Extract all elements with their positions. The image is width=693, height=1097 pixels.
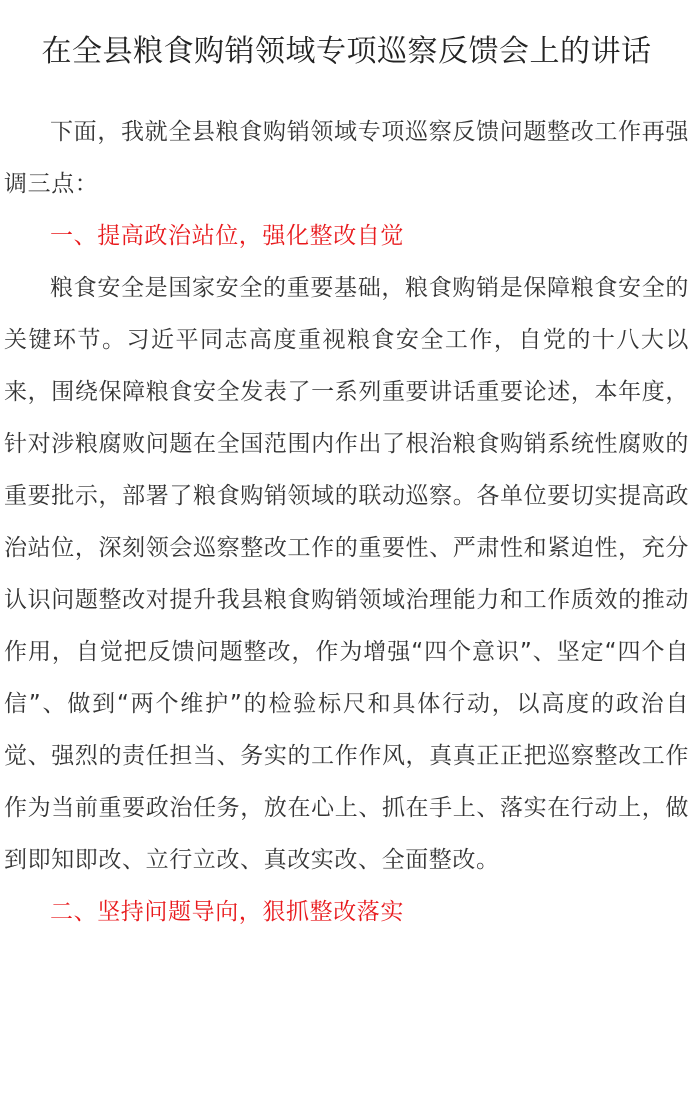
intro-paragraph: 下面，我就全县粮食购销领域专项巡察反馈问题整改工作再强调三点： [4,119,689,197]
section-1-paragraph: 粮食安全是国家安全的重要基础，粮食购销是保障粮食安全的关键环节。习近平同志高度重视粮食安全工作，自党的十八大以来，围绕保障粮食安全发表了一系列重要讲话重要论述，本年度，针对涉粮腐败问题在全国范围内作出了根治粮食购销系统性腐败的重要批示，部署了粮食购销领域的联动巡察。各单位要切实提高政治站位，深刻领会巡察整改工作的重要性、严肃性和紧迫性，充分认识问题整改对提升我县粮食购销领域治理能力和工作质效的推动作用，自觉把反馈问题整改，作为增强“四个意识”、坚定“四个自信”、做到“两个维护”的检验标尺和具体行动，以高度的政治自觉、强烈的责任担当、务实的工作作风，真真正正把巡察整改工作作为当前重要政治任务，放在心上、抓在手上、落实在行动上，做到即知即改、立行立改、真改实改、全面整改。 [4,275,689,873]
section-2-heading: 二、坚持问题导向，狠抓整改落实 [50,899,404,925]
document-body [4,106,689,938]
section-1-heading: 一、提高政治站位，强化整改自觉 [50,223,404,249]
document-title: 在全县粮食购销领域专项巡察反馈会上的讲话 [41,34,652,69]
